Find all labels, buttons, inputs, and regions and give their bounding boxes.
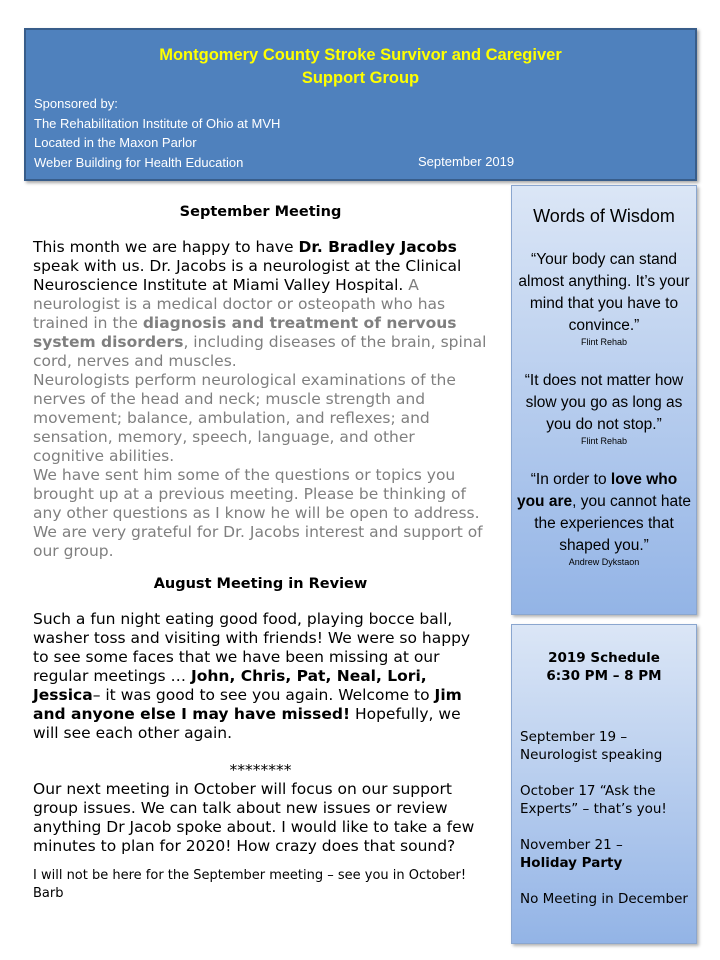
august-paragraph: Such a fun night eating good food, playing bocce ball, washer toss and visiting with friends! We were so happy to see some faces that we have been missing at our regular meetings … John, Chris, Pat, Neal, Lori, Jessica– it was good to see you again. Welcome to Jim and anyone else I may have missed! Hopefully, we will see each other again. — [33, 610, 471, 742]
words-of-wisdom-box — [511, 185, 697, 615]
schedule-item-november: November 21 – Holiday Party — [520, 837, 623, 871]
quote-2: “It does not matter how slow you go as long as you do not stop.” — [524, 372, 684, 433]
section-divider: ******** — [229, 761, 292, 779]
issue-date: September 2019 — [418, 154, 515, 169]
title-line-2: Support Group — [301, 69, 420, 87]
schedule-item-october: October 17 “Ask the Experts” – that’s you! — [520, 783, 667, 817]
schedule-item-december: No Meeting in December — [520, 891, 688, 907]
september-heading: September Meeting — [179, 204, 342, 220]
meeting-location: Located in the Maxon Parlor — [34, 135, 197, 150]
schedule-box — [511, 624, 697, 944]
organizer-note: I will not be here for the September meeting – see you in October! Barb — [33, 868, 467, 901]
quote-3-attribution: Andrew Dykstaon — [568, 557, 640, 567]
title-line-1: Montgomery County Stroke Survivor and Caregiver — [159, 46, 562, 64]
august-heading: August Meeting in Review — [153, 576, 368, 592]
schedule-title: 2019 Schedule 6:30 PM – 8 PM — [546, 650, 662, 684]
september-paragraph: This month we are happy to have Dr. Bradley Jacobs speak with us. Dr. Jacobs is a neurologist at the Clinical Neuroscience Institute at Miami Valley Hospital. A neurologist is a medical doctor or osteopath who has trained in the diagnosis and treatment of nervous system disorders, including diseases of the brain, spinal cord, nerves and muscles. — [33, 238, 487, 370]
attendee-names: John, Chris, Pat, Neal, Lori, Jessica — [33, 667, 427, 704]
sponsored-by-label: Sponsored by: — [34, 96, 118, 111]
quote-3: “In order to love who you are, you cannot hate the experiences that shaped you.” — [516, 471, 692, 554]
quote-1-attribution: Flint Rehab — [580, 337, 628, 347]
neurologist-description: Neurologists perform neurological examinations of the nerves of the head and neck; muscle strength and movement; balance, ambulation, and reflexes; and sensation, memory, speech, language, and other cognitive abilities. — [33, 371, 456, 465]
quote-2-attribution: Flint Rehab — [580, 436, 628, 446]
newsletter-title — [26, 44, 695, 90]
sponsor-name: The Rehabilitation Institute of Ohio at MVH — [34, 115, 281, 131]
october-paragraph: Our next meeting in October will focus on our support group issues. We can talk about new issues or review anything Dr Jacob spoke about. I would like to take a few minutes to plan for 2020! How crazy does that sound? — [33, 780, 475, 855]
schedule-item-september: September 19 – Neurologist speaking — [520, 729, 663, 763]
quote-1: “Your body can stand almost anything. It’s your mind that you have to convince.” — [518, 251, 690, 334]
newsletter-header — [24, 28, 697, 181]
main-column — [33, 203, 488, 902]
sponsor-info — [34, 94, 280, 172]
wisdom-title: Words of Wisdom — [533, 206, 675, 226]
speaker-name: Dr. Bradley Jacobs — [298, 238, 457, 256]
questions-paragraph: We have sent him some of the questions or topics you brought up at a previous meeting. Please be thinking of any other questions as I know he will be open to address. We are very grateful for Dr. Jacobs interest and support of our group. — [33, 466, 483, 560]
meeting-building: Weber Building for Health Education — [34, 154, 244, 170]
